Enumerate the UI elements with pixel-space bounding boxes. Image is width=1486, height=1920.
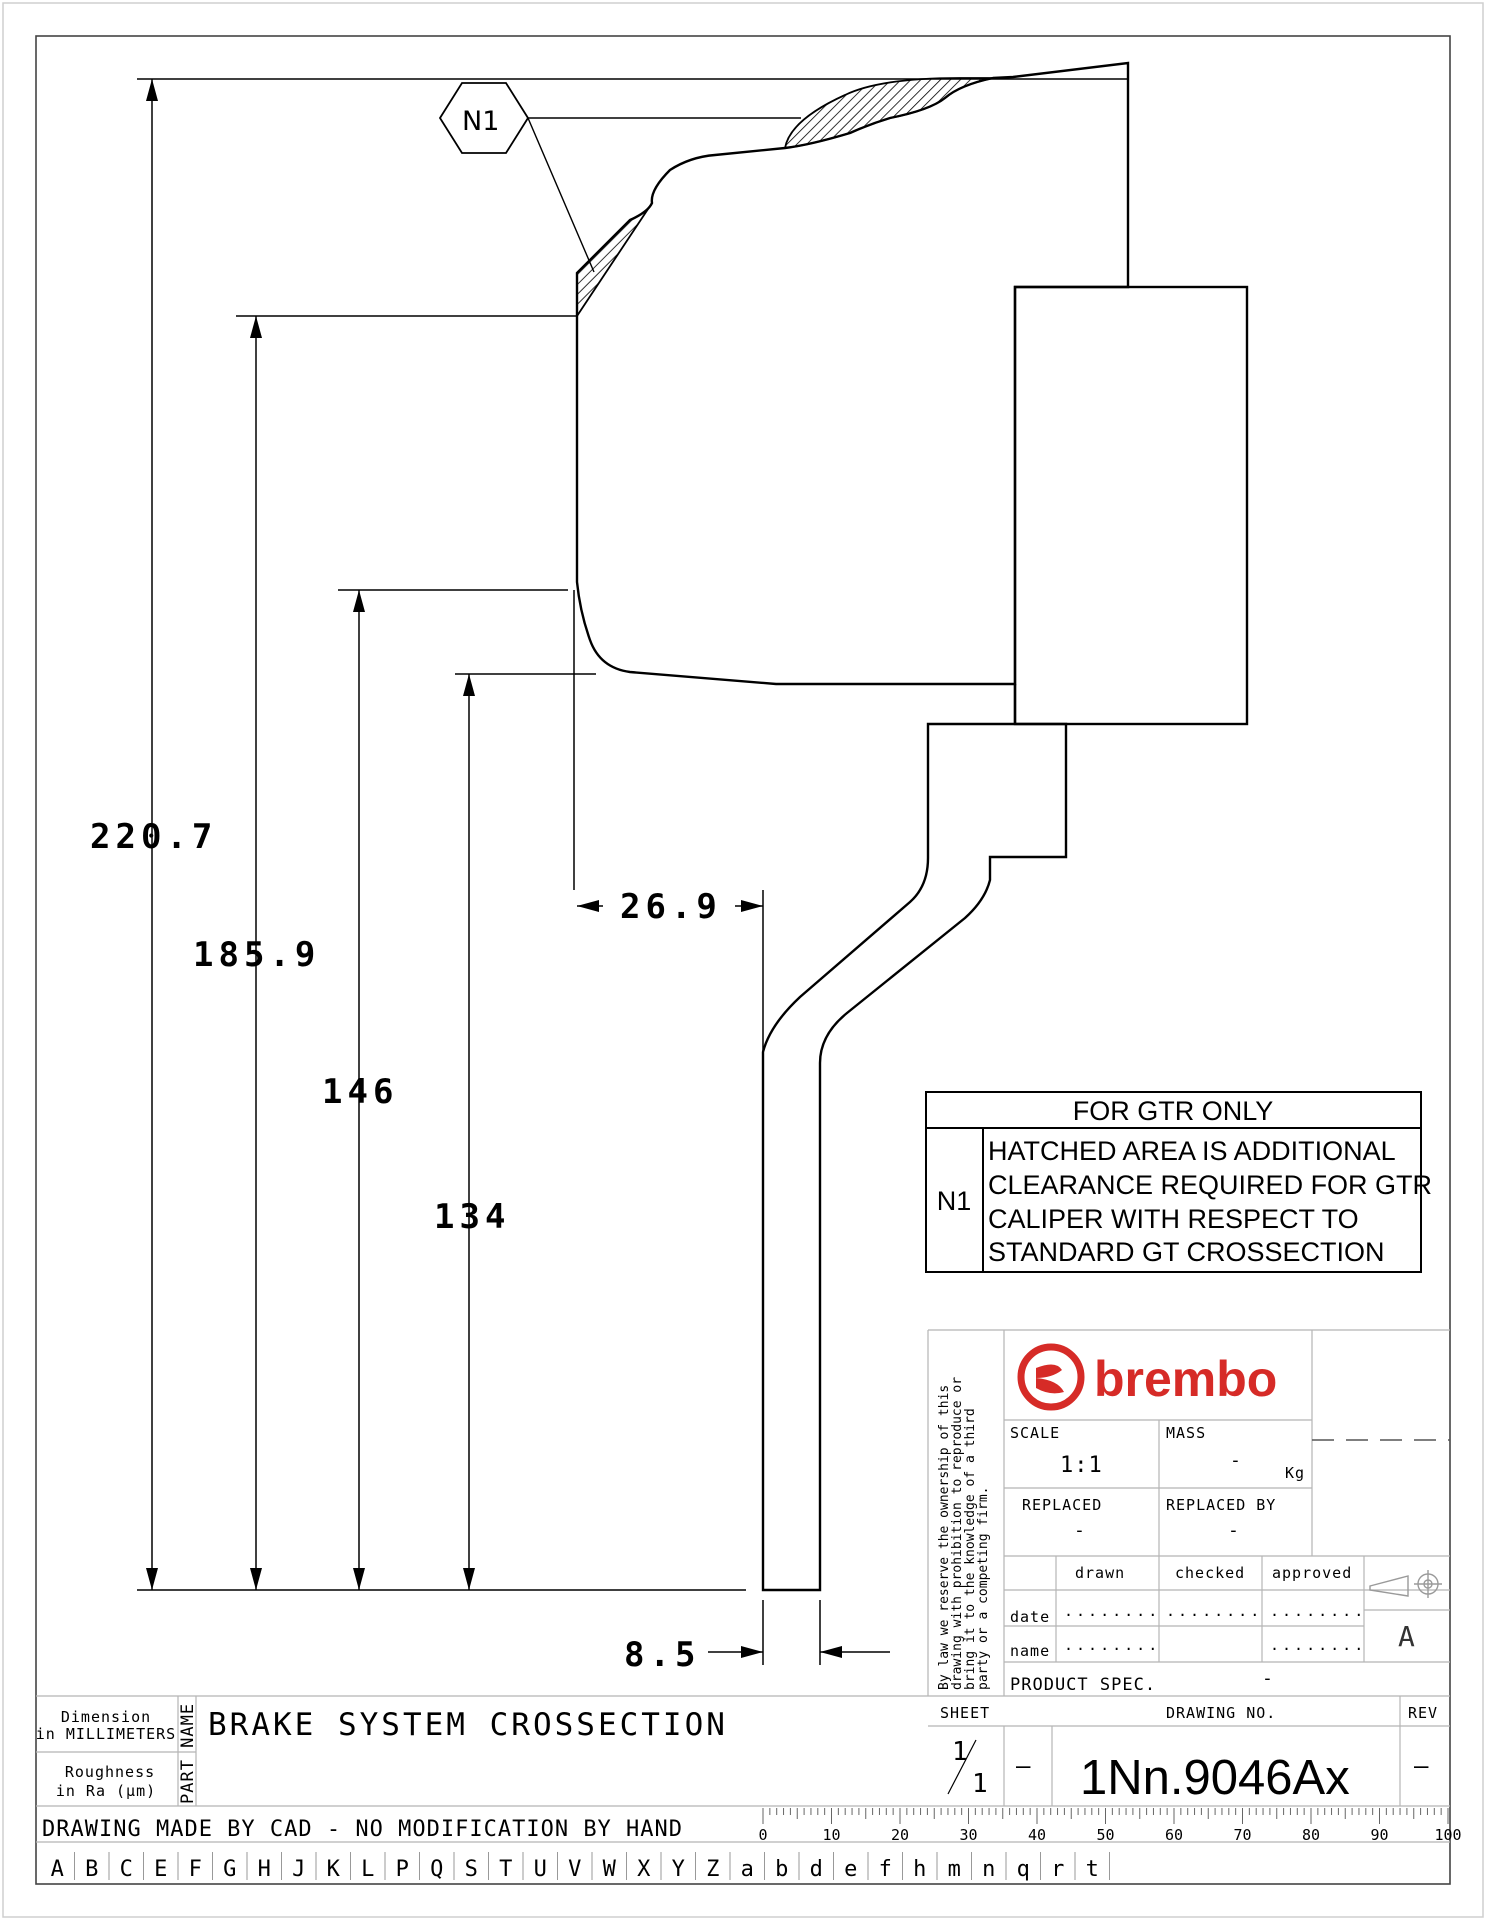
date-drawn-dots: ........ xyxy=(1064,1602,1161,1620)
ruler-label: 50 xyxy=(1096,1826,1115,1844)
replaced-by-label: REPLACED BY xyxy=(1166,1496,1277,1514)
svg-text:party or a competing firm.: party or a competing firm. xyxy=(976,1486,991,1690)
ruler-label: 10 xyxy=(822,1826,841,1844)
roughness-label-2: in Ra (μm) xyxy=(55,1782,157,1800)
sheet-total: 1 xyxy=(972,1769,989,1799)
zone-letter: f xyxy=(878,1857,892,1882)
zone-letter: t xyxy=(1085,1857,1099,1882)
svg-text:bring it to the knowledge of a: bring it to the knowledge of a third xyxy=(963,1408,978,1690)
note-line-3: CALIPER WITH RESPECT TO xyxy=(988,1204,1359,1234)
rev-label: REV xyxy=(1408,1704,1439,1722)
name-approved-dots: ........ xyxy=(1270,1636,1367,1654)
note-line-1: HATCHED AREA IS ADDITIONAL xyxy=(988,1136,1396,1166)
sheet-dash: — xyxy=(1016,1752,1032,1780)
zone-letter: W xyxy=(602,1857,616,1882)
date-label: date xyxy=(1010,1608,1051,1626)
brand-name: brembo xyxy=(1094,1351,1278,1407)
caliper-outline xyxy=(577,63,1128,684)
zone-letter: L xyxy=(361,1857,375,1882)
dimension-185-9: 185.9 xyxy=(193,935,321,975)
license-text xyxy=(937,1377,991,1690)
ruler-label: 20 xyxy=(890,1826,910,1844)
zone-letter: P xyxy=(395,1857,409,1882)
zone-letter: K xyxy=(326,1857,340,1882)
date-approved-dots: ........ xyxy=(1270,1602,1367,1620)
dimension-8-5: 8.5 xyxy=(624,1635,701,1675)
ruler-label: 80 xyxy=(1301,1826,1321,1844)
zone-letter: e xyxy=(844,1857,858,1882)
scale-ruler xyxy=(758,1808,1461,1844)
dimension-134: 134 xyxy=(434,1197,511,1237)
zone-letter: F xyxy=(188,1857,202,1882)
product-spec-label: PRODUCT SPEC. xyxy=(1010,1675,1157,1695)
zone-letter: T xyxy=(499,1857,513,1882)
zone-letter: r xyxy=(1051,1857,1065,1882)
zone-letter: J xyxy=(292,1857,306,1882)
dimension-146: 146 xyxy=(322,1072,399,1112)
zone-letter-strip xyxy=(51,1852,1110,1882)
ruler-label: 0 xyxy=(758,1826,768,1844)
scale-label: SCALE xyxy=(1010,1424,1061,1442)
svg-text:By law we reserve the ownershi: By law we reserve the ownership of this xyxy=(937,1384,952,1690)
part-name: BRAKE SYSTEM CROSSECTION xyxy=(208,1707,728,1743)
hub-block xyxy=(1015,287,1247,724)
ruler-label: 40 xyxy=(1027,1826,1047,1844)
ruler-label: 70 xyxy=(1233,1826,1252,1844)
zone-letter: q xyxy=(1016,1857,1030,1882)
replaced-by-value: - xyxy=(1228,1520,1240,1541)
replaced-label: REPLACED xyxy=(1022,1496,1103,1514)
checked-label: checked xyxy=(1175,1564,1246,1582)
zone-letter: b xyxy=(775,1857,789,1882)
drawn-label: drawn xyxy=(1075,1564,1126,1582)
drawing-no-label: DRAWING NO. xyxy=(1166,1704,1277,1722)
approved-label: approved xyxy=(1272,1564,1353,1582)
projection-symbol-icon xyxy=(1370,1570,1442,1598)
mass-value: - xyxy=(1230,1450,1242,1471)
dimension-lines xyxy=(137,79,1128,1665)
part-name-label: PART NAME xyxy=(178,1702,198,1804)
dimension-label-2: in MILLIMETERS xyxy=(35,1725,177,1743)
rev-value: — xyxy=(1414,1752,1430,1780)
scale-value: 1:1 xyxy=(1060,1453,1103,1478)
zone-letter: C xyxy=(119,1857,133,1882)
date-checked-dots: ........ xyxy=(1166,1602,1263,1620)
zone-letter: Y xyxy=(671,1857,685,1882)
name-drawn-dots: ........ xyxy=(1064,1636,1161,1654)
sheet-label: SHEET xyxy=(940,1704,991,1722)
mass-label: MASS xyxy=(1166,1424,1207,1442)
zone-letter: Z xyxy=(706,1857,720,1882)
zone-letter: h xyxy=(913,1857,927,1882)
roughness-label-1: Roughness xyxy=(64,1763,156,1781)
note-id: N1 xyxy=(936,1186,972,1216)
dimension-220-7: 220.7 xyxy=(90,817,218,857)
zone-letter: m xyxy=(947,1857,961,1882)
ruler-label: 30 xyxy=(959,1826,978,1844)
product-spec-value: - xyxy=(1262,1668,1274,1689)
note-header: FOR GTR ONLY xyxy=(1072,1096,1274,1126)
svg-text:drawing with prohibition to re: drawing with prohibition to reproduce or xyxy=(950,1376,965,1690)
zone-letter: n xyxy=(982,1857,996,1882)
zone-letter: A xyxy=(50,1857,64,1882)
zone-letter: U xyxy=(533,1857,547,1882)
zone-letter: B xyxy=(85,1857,99,1882)
zone-letter: d xyxy=(809,1857,823,1882)
hatched-area-top xyxy=(785,78,993,148)
mass-unit: Kg xyxy=(1285,1464,1306,1482)
zone-letter: Q xyxy=(430,1857,444,1882)
dimension-label-1: Dimension xyxy=(60,1708,152,1726)
projection-letter: A xyxy=(1398,1620,1416,1653)
note-line-4: STANDARD GT CROSSECTION xyxy=(988,1237,1385,1267)
dimension-26-9: 26.9 xyxy=(620,887,722,927)
ruler-label: 100 xyxy=(1434,1826,1462,1844)
ruler-label: 60 xyxy=(1164,1826,1184,1844)
zone-letter: a xyxy=(740,1857,754,1882)
zone-letter: V xyxy=(568,1857,582,1882)
replaced-value: - xyxy=(1074,1520,1086,1541)
drawing-number: 1Nn.9046Ax xyxy=(1080,1751,1350,1805)
sheet-number: 1 xyxy=(952,1737,969,1767)
zone-letter: G xyxy=(223,1857,237,1882)
n1-tag: N1 xyxy=(462,106,500,137)
note-line-2: CLEARANCE REQUIRED FOR GTR xyxy=(988,1170,1433,1200)
zone-letter: E xyxy=(154,1857,168,1882)
zone-letter: X xyxy=(637,1857,651,1882)
cad-note: DRAWING MADE BY CAD - NO MODIFICATION BY HAND xyxy=(42,1817,684,1842)
zone-letter: S xyxy=(464,1857,478,1882)
zone-letter: H xyxy=(257,1857,271,1882)
brembo-logo xyxy=(1021,1347,1277,1407)
name-label: name xyxy=(1010,1642,1051,1660)
ruler-label: 90 xyxy=(1370,1826,1389,1844)
